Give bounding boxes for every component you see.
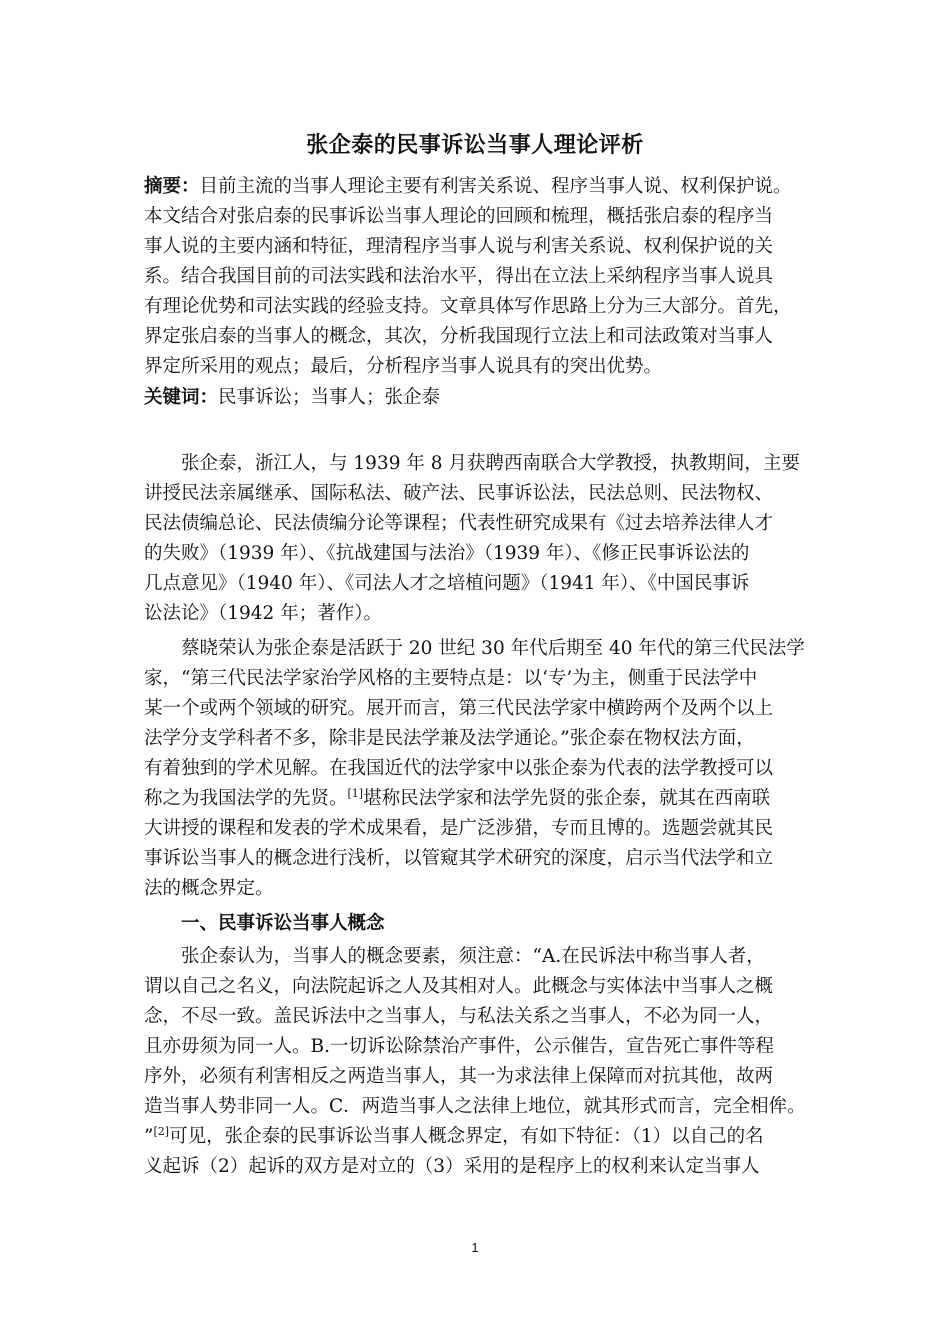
- citation-ref[interactable]: [2]: [153, 1124, 170, 1138]
- abstract-line: [144, 175, 792, 199]
- abstract-text: 目前主流的当事人理论主要有利害关系说、程序当事人说、权利保护说。: [199, 176, 792, 197]
- body-line: 大讲授的课程和发表的学术成果看，是广泛涉猎，专而且博的。选题尝就其民: [144, 818, 774, 839]
- body-line: 法的概念界定。: [144, 878, 274, 899]
- body-line: 谓以自己之名义，向法院起诉之人及其相对人。此概念与实体法中当事人之概: [144, 976, 774, 997]
- body-text: 称之为我国法学的先贤。: [144, 788, 348, 809]
- abstract-line: 事人说的主要内涵和特征，理清程序当事人说与利害关系说、权利保护说的关: [144, 236, 774, 257]
- body-line: 且亦毋须为同一人。B.一切诉讼除禁治产事件，公示催告，宣告死亡事件等程: [144, 1036, 774, 1057]
- keywords-text: 民事诉讼；当事人；张企泰: [218, 387, 441, 408]
- abstract-line: 本文结合对张启泰的民事诉讼当事人理论的回顾和梳理，概括张启泰的程序当: [144, 206, 774, 227]
- body-line: 序外，必须有利害相反之两造当事人，其一为求法律上保障而对抗其他，故两: [144, 1066, 774, 1087]
- body-line: 某一个或两个领域的研究。展开而言，第三代民法学家中横跨两个及两个以上: [144, 698, 774, 719]
- body-line: 造当事人势非同一人。C．两造当事人之法律上地位，就其形式而言，完全相侔。: [144, 1096, 806, 1117]
- abstract-line: 界定所采用的观点；最后，分析程序当事人说具有的突出优势。: [144, 356, 663, 377]
- abstract-line: 有理论优势和司法实践的经验支持。文章具体写作思路上分为三大部分。首先，: [144, 296, 792, 317]
- paper-title: 张企泰的民事诉讼当事人理论评析: [306, 133, 644, 158]
- body-line: 张企泰，浙江人，与 1939 年 8 月获聘西南联合大学教授，执教期间，主要: [181, 453, 800, 474]
- body-line: 事诉讼当事人的概念进行浅析，以管窥其学术研究的深度，启示当代法学和立: [144, 848, 774, 869]
- abstract-line: 系。结合我国目前的司法实践和法治水平，得出在立法上采纳程序当事人说具: [144, 266, 774, 287]
- body-line: [144, 787, 770, 811]
- body-line: 义起诉（2）起诉的双方是对立的（3）采用的是程序上的权利来认定当事人: [144, 1156, 760, 1177]
- body-line: 几点意见》（1940 年）、《司法人才之培植问题》（1941 年）、《中国民事诉: [144, 573, 750, 594]
- body-line: 讼法论》（1942 年；著作）。: [144, 603, 382, 624]
- section-heading: 一、民事诉讼当事人概念: [181, 913, 385, 934]
- body-text: 可见，张企泰的民事诉讼当事人概念界定，有如下特征：（1）以自己的名: [169, 1126, 764, 1147]
- body-line: 家，“第三代民法学家治学风格的主要特点是：以‘专’为主，侧重于民法学中: [144, 668, 758, 689]
- citation-ref[interactable]: [1]: [347, 786, 364, 800]
- body-line: 讲授民法亲属继承、国际私法、破产法、民事诉讼法，民法总则、民法物权、: [144, 483, 774, 504]
- body-line: 的失败》（1939 年）、《抗战建国与法治》（1939 年）、《修正民事诉讼法的: [144, 543, 750, 564]
- abstract-label: 摘要：: [144, 176, 200, 197]
- page-number: 1: [471, 1240, 479, 1255]
- body-line: 法学分支学科者不多，除非是民法学兼及法学通论。”张企泰在物权法方面，: [144, 728, 755, 749]
- keywords-line: [144, 386, 440, 410]
- body-line: 有着独到的学术见解。在我国近代的法学家中以张企泰为代表的法学教授可以: [144, 758, 774, 779]
- body-text: ”: [144, 1126, 154, 1147]
- body-text: 堪称民法学家和法学先贤的张企泰，就其在西南联: [363, 788, 771, 809]
- body-line: 民法债编总论、民法债编分论等课程；代表性研究成果有《过去培养法律人才: [144, 513, 774, 534]
- body-line: 蔡晓荣认为张企泰是活跃于 20 世纪 30 年代后期至 40 年代的第三代民法学: [181, 638, 805, 659]
- body-line: 念，不尽一致。盖民诉法中之当事人，与私法关系之当事人，不必为同一人，: [144, 1006, 774, 1027]
- body-line: 张企泰认为，当事人的概念要素，须注意：“A.在民诉法中称当事人者，: [181, 946, 765, 967]
- keywords-label: 关键词：: [144, 387, 219, 408]
- body-line: [144, 1125, 764, 1149]
- abstract-line: 界定张启泰的当事人的概念，其次，分析我国现行立法上和司法政策对当事人: [144, 326, 774, 347]
